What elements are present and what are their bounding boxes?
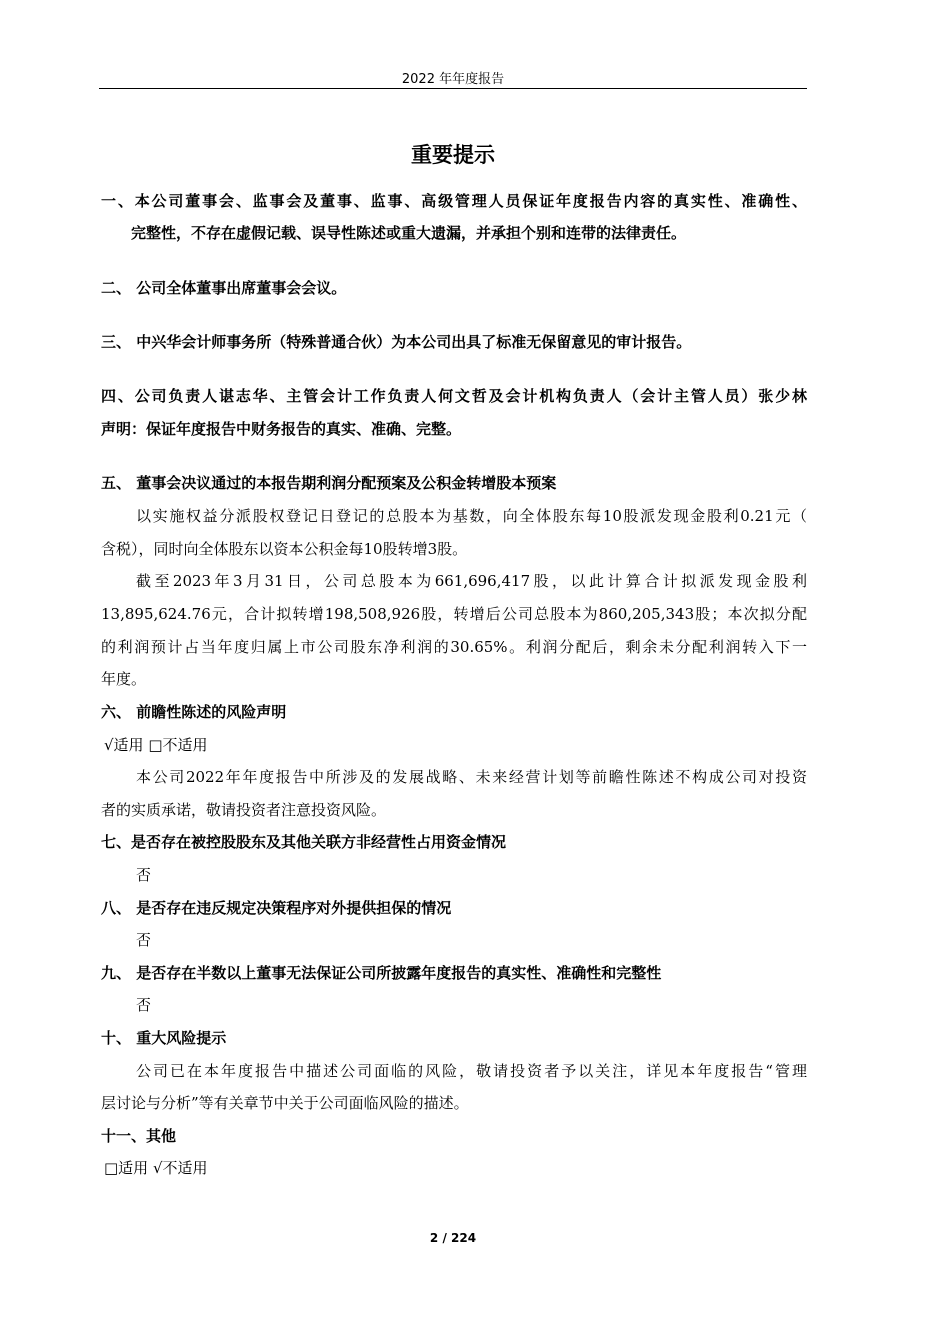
section-5-heading: 五、 董事会决议通过的本报告期利润分配预案及公积金转增股本预案 — [101, 474, 557, 492]
section-7-answer: 否 — [136, 866, 152, 884]
section-10-heading: 十、 重大风险提示 — [101, 1029, 227, 1047]
section-6-para-line-2: 者的实质承诺，敬请投资者注意投资风险。 — [101, 801, 387, 819]
section-3: 三、 中兴华会计师事务所（特殊普通合伙）为本公司出具了标准无保留意见的审计报告。 — [101, 333, 692, 351]
section-10-para-line-2: 层讨论与分析”等有关章节中关于公司面临风险的描述。 — [101, 1094, 469, 1112]
header-divider — [99, 88, 807, 89]
section-2: 二、 公司全体董事出席董事会会议。 — [101, 279, 347, 297]
section-6-heading: 六、 前瞻性陈述的风险声明 — [101, 703, 287, 721]
section-7-heading: 七、是否存在被控股股东及其他关联方非经营性占用资金情况 — [101, 833, 507, 851]
section-4-line-2: 声明：保证年度报告中财务报告的真实、准确、完整。 — [101, 420, 462, 438]
section-5-para-1-line-1: 以实施权益分派股权登记日登记的总股本为基数，向全体股东每10股派发现金股利0.21元（ — [136, 507, 807, 525]
section-10-para-line-1: 公司已在本年度报告中描述公司面临的风险，敬请投资者予以关注，详见本年度报告“管理 — [136, 1062, 807, 1080]
running-header: 2022 年年度报告 — [401, 72, 505, 87]
section-5-para-2-line-1: 截至2023年3月31日，公司总股本为661,696,417股，以此计算合计拟派发现金股利 — [136, 572, 807, 590]
section-8-heading: 八、 是否存在违反规定决策程序对外提供担保的情况 — [101, 899, 452, 917]
section-5-para-1-line-2: 含税），同时向全体股东以资本公积金每10股转增3股。 — [101, 540, 468, 558]
section-6-applicability: √适用 □不适用 — [104, 736, 208, 754]
section-9-heading: 九、 是否存在半数以上董事无法保证公司所披露年度报告的真实性、准确性和完整性 — [101, 964, 662, 982]
section-8-answer: 否 — [136, 931, 152, 949]
section-4-line-1: 四、公司负责人谌志华、主管会计工作负责人何文哲及会计机构负责人（会计主管人员）张少林 — [101, 387, 807, 405]
section-5-para-2-line-2: 13,895,624.76元，合计拟转增198,508,926股，转增后公司总股本为860,205,343股；本次拟分配 — [101, 605, 807, 623]
page-number: 2 / 224 — [429, 1231, 477, 1245]
section-11-heading: 十一、其他 — [101, 1127, 177, 1145]
section-11-applicability: □适用 √不适用 — [104, 1159, 208, 1177]
section-1-line-1: 一、本公司董事会、监事会及董事、监事、高级管理人员保证年度报告内容的真实性、准确性、 — [101, 192, 807, 210]
section-1-line-2: 完整性，不存在虚假记载、误导性陈述或重大遗漏，并承担个别和连带的法律责任。 — [131, 224, 687, 242]
section-5-para-2-line-4: 年度。 — [101, 670, 147, 688]
section-9-answer: 否 — [136, 996, 152, 1014]
section-5-para-2-line-3: 的利润预计占当年度归属上市公司股东净利润的30.65%。利润分配后，剩余未分配利润转入下一 — [101, 638, 807, 656]
section-6-para-line-1: 本公司2022年年度报告中所涉及的发展战略、未来经营计划等前瞻性陈述不构成公司对投资 — [136, 768, 807, 786]
page-title: 重要提示 — [411, 143, 495, 167]
